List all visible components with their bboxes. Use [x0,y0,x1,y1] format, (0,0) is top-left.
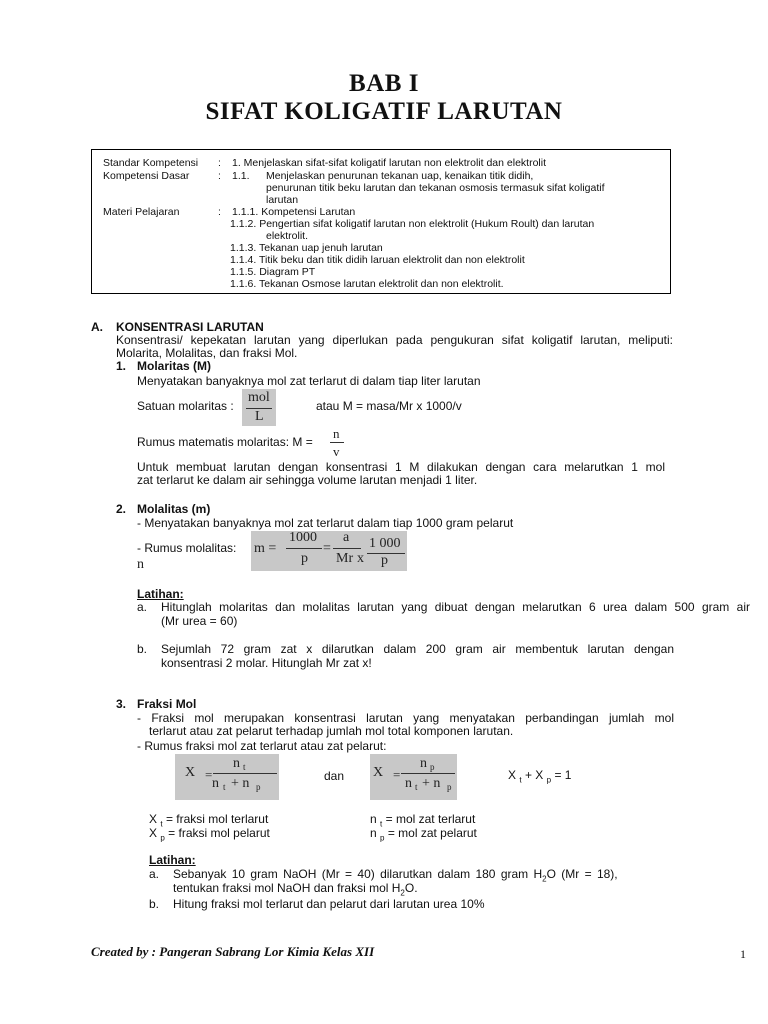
page-number: 1 [740,947,746,961]
materi-colon: : [218,206,221,218]
latihan-b-label: b. [137,642,148,656]
def-symbol: n [370,826,377,840]
latihan-b-line-1: Sejumlah 72 gram zat x dilarutkan dalam 200 gram air membentuk larutan dengan [161,642,674,656]
def-symbol: X [149,826,158,840]
sum-eq: = 1 [554,768,572,782]
section-heading: KONSENTRASI LARUTAN [116,320,264,334]
section-intro-line-1: Konsentrasi/ kepekatan larutan yang diperlukan pada pengukuran sifat koligatif larutan, meliputi: [116,333,673,347]
fraction-bar [401,773,455,774]
fraksi-num-sub: p [430,762,435,772]
fraksi-den-sub: t [223,782,226,792]
molalitas-f2-num: a [343,530,350,545]
latihan-a-label: a. [137,600,148,614]
satuan-label: Satuan molaritas : [137,399,234,413]
fraksi-den-n: n [405,776,412,791]
fraksi-eq: = [393,767,401,782]
fraction-bar [333,548,361,549]
text: Sebanyak 10 gram NaOH (Mr = 40) dilarutkan dalam 180 gram H [173,867,543,881]
fraksi-den-plus: + n [422,776,441,791]
fraction-bar [330,442,344,443]
fraksi-desc-1: - Fraksi mol merupakan konsentrasi larutan yang menyatakan perbandingan jumlah mol [137,711,674,725]
rumus-molaritas-label: Rumus matematis molaritas: M = [137,435,313,449]
subscript: 2 [400,888,405,898]
fraksi-heading: Fraksi Mol [137,697,197,711]
text: O. [404,881,418,895]
molalitas-times: x [357,551,364,566]
latihan2-b-label: b. [149,897,160,911]
def-symbol: n [370,812,377,826]
standar-label: Standar Kompetensi [103,157,199,169]
molalitas-f1-den: p [301,551,308,566]
section-letter: A. [91,320,103,334]
latihan2-b-line-1: Hitung fraksi mol terlarut dan pelarut dari larutan urea 10% [173,897,485,911]
rumus-molalitas-label: - Rumus molalitas: [137,541,237,555]
fraksi-eq: = [205,767,213,782]
molalitas-f2-den: Mr [336,551,354,566]
fraksi-den-sub: t [415,782,418,792]
molalitas-f3-den: p [381,553,388,568]
footer-credit: Created by : Pangeran Sabrang Lor Kimia Kelas XII [91,944,375,959]
def-sub: t [380,819,383,829]
fraksi-sum-identity [508,768,571,784]
materi-item: 1.1.5. Diagram PT [230,266,316,278]
fraksi-dan: dan [324,769,345,783]
molalitas-heading: Molalitas (m) [137,502,211,516]
molaritas-para-2: zat terlarut ke dalam air sehingga volume larutan menjadi 1 liter. [137,473,478,487]
standar-colon: : [218,157,221,169]
section-intro-line-2: Molarita, Molalitas, dan fraksi Mol. [116,346,298,360]
latihan-heading: Latihan: [137,587,184,601]
fraksi-den-plus: + n [231,776,250,791]
molalitas-f1-num: 1000 [289,530,317,545]
stray-n: n [137,557,144,572]
fraction-bar [286,548,322,549]
fraksi-lhs: X [185,765,196,780]
molaritas-desc: Menyatakan banyaknya mol zat terlarut di dalam tiap liter larutan [137,374,481,388]
materi-item: 1.1.2. Pengertian sifat koligatif larutan non elektrolit (Hukum Roult) dan larutan [230,218,595,230]
fraksi-den-sub: p [447,782,452,792]
molalitas-formula-box [251,531,407,571]
sum-sub: t [519,775,522,785]
fraksi-desc-3: - Rumus fraksi mol zat terlarut atau zat pelarut: [137,739,387,753]
fraksi-num-n: n [420,756,427,771]
m-equals: m = [254,541,277,556]
latihan2-a-label: a. [149,867,160,881]
satuan-denominator: L [255,409,264,424]
molaritas-num: 1. [116,359,127,373]
fraksi-lhs: X [373,765,384,780]
sum-plus: + X [524,768,544,782]
def-text: = mol zat pelarut [387,826,477,840]
def-sub: p [380,833,385,843]
materi-item: elektrolit. [266,230,309,242]
latihan-heading: Latihan: [149,853,196,867]
fraksi-den-sub: p [256,782,261,792]
fraksi-pelarut-formula-box [370,754,457,800]
rumus-molaritas-den: v [333,444,340,459]
molalitas-num: 2. [116,502,127,516]
fraksi-num-sub: t [243,762,246,772]
fraksi-num: 3. [116,697,127,711]
molalitas-desc: - Menyatakan banyaknya mol zat terlarut dalam tiap 1000 gram pelarut [137,516,514,530]
def-text: = mol zat terlarut [385,812,476,826]
fraction-bar [213,773,277,774]
materi-item: 1.1.4. Titik beku dan titik didih laruan elektrolit dan non elektrolit [230,254,525,266]
latihan-b-line-2: konsentrasi 2 molar. Hitunglah Mr zat x! [161,656,372,670]
molaritas-alt-formula: atau M = masa/Mr x 1000/v [316,399,462,413]
chapter-title: SIFAT KOLIGATIF LARUTAN [205,98,563,125]
text: tentukan fraksi mol NaOH dan fraksi mol H [173,881,401,895]
materi-item: 1.1.1. Kompetensi Larutan [232,206,356,218]
kompetensi-text-2: penurunan titik beku larutan dan tekanan osmosis termasuk sifat koligatif [266,182,605,194]
chapter-number: BAB I [349,70,419,97]
molalitas-eq: = [323,541,331,556]
def-sub: t [160,819,163,829]
subscript: 2 [542,874,547,884]
satuan-numerator: mol [248,390,270,405]
sum-x: X [508,768,517,782]
def-x-pelarut [149,826,270,842]
latihan-a-line-1: Hitunglah molaritas dan molalitas larutan yang dibuat dengan melarutkan 6 urea dalam 500 gram air [161,600,750,614]
materi-item: 1.1.3. Tekanan uap jenuh larutan [230,242,383,254]
sum-sub: p [546,775,552,785]
materi-item: 1.1.6. Tekanan Osmose larutan elektrolit dan non elektrolit. [230,278,504,290]
fraksi-terlarut-formula-box [175,754,279,800]
molalitas-f3-num: 1 000 [369,536,401,551]
standar-text: 1. Menjelaskan sifat-sifat koligatif larutan non elektrolit dan elektrolit [232,157,546,169]
fraksi-num-n: n [233,756,240,771]
def-text: = fraksi mol pelarut [168,826,270,840]
latihan-a-line-2: (Mr urea = 60) [161,614,238,628]
satuan-fraction-box [242,389,276,426]
kompetensi-text-1: Menjelaskan penurunan tekanan uap, kenaikan titik didih, [266,170,534,182]
def-n-pelarut [370,826,477,842]
rumus-molaritas-num: n [333,426,340,441]
kompetensi-colon: : [218,170,221,182]
def-text: = fraksi mol terlarut [165,812,269,826]
molaritas-heading: Molaritas (M) [137,359,212,373]
molaritas-para-1: Untuk membuat larutan dengan konsentrasi 1 M dilakukan dengan cara melarutkan 1 mol [137,460,665,474]
def-symbol: X [149,812,158,826]
fraksi-den-n: n [212,776,219,791]
def-sub: p [160,833,165,843]
materi-label: Materi Pelajaran [103,206,180,218]
competency-box [91,149,671,294]
fraksi-desc-2: terlarut atau zat pelarut terhadap jumlah mol total komponen larutan. [149,724,514,738]
kompetensi-label: Kompetensi Dasar [103,170,190,182]
kompetensi-num: 1.1. [232,170,250,182]
kompetensi-text-3: larutan [266,194,299,206]
text: O (Mr = 18), [546,867,618,881]
